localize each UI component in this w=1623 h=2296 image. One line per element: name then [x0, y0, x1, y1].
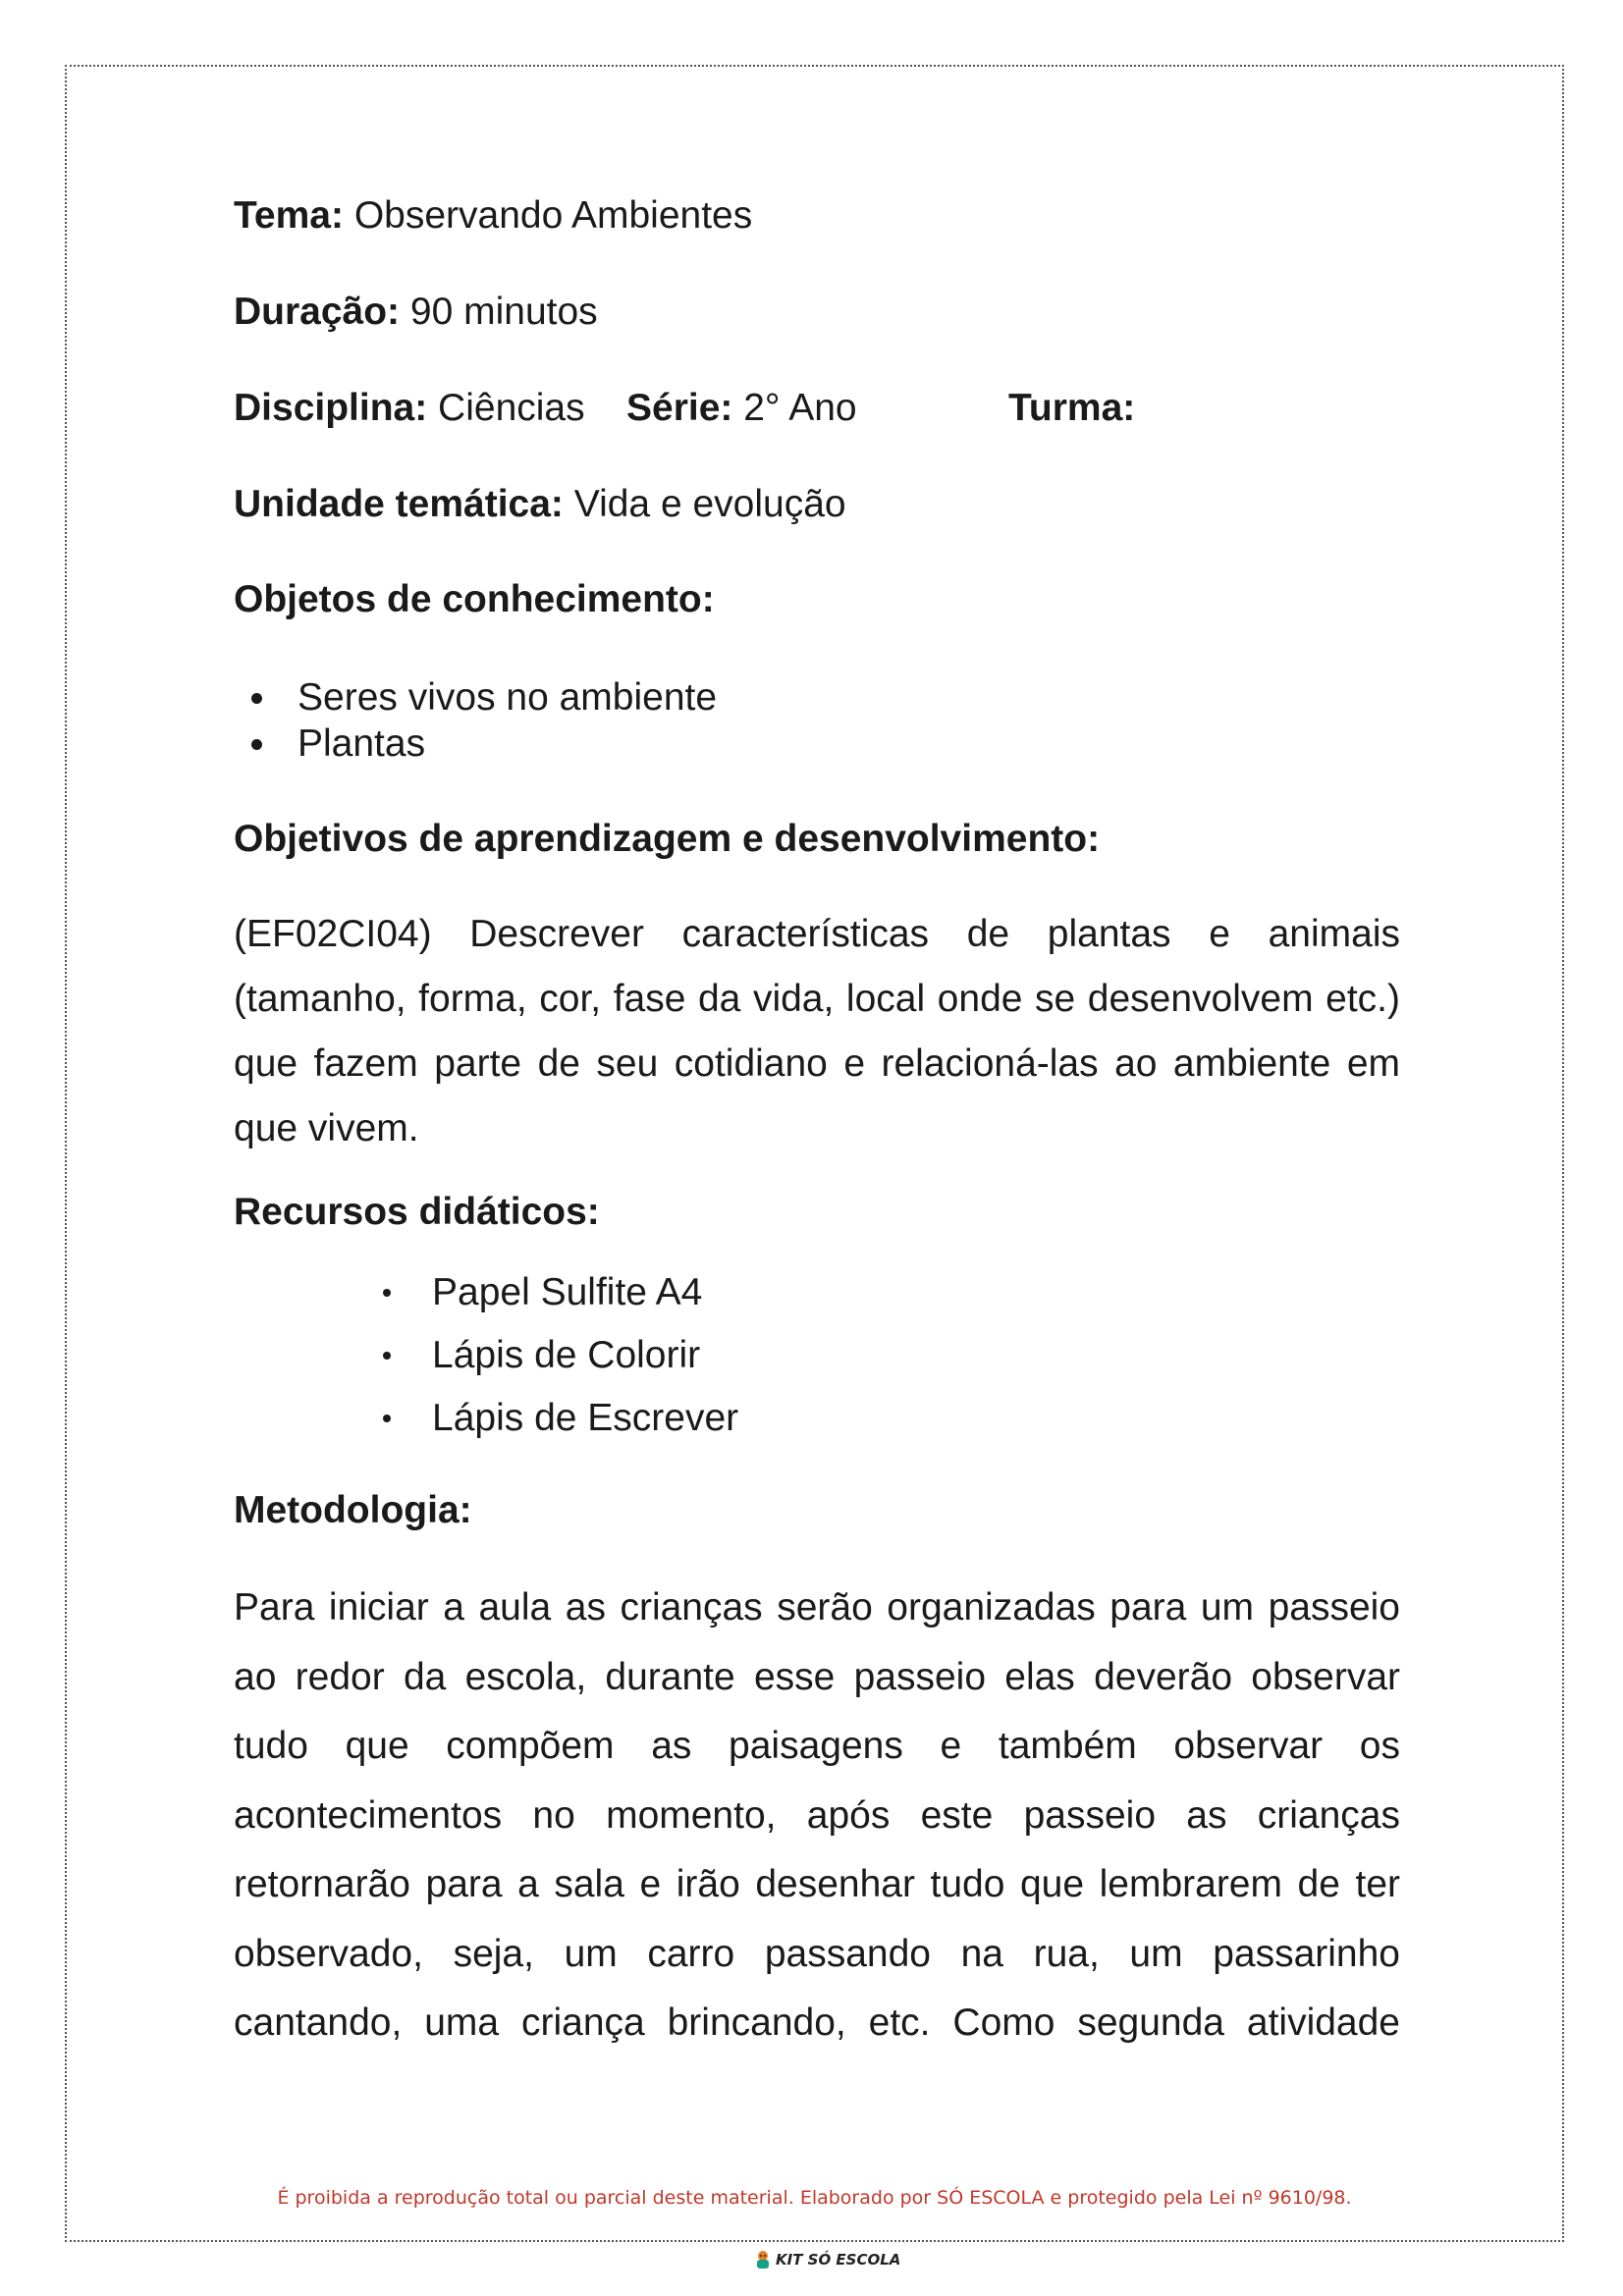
paragraph-line: que fazem parte de seu cotidiano e relacioná-las ao ambiente em [234, 1042, 1400, 1085]
bullet-icon [383, 1415, 391, 1422]
metodologia-heading: Metodologia: [234, 1489, 472, 1531]
field-disciplina [234, 387, 585, 429]
recursos-heading: Recursos didáticos: [234, 1191, 600, 1233]
list-item [234, 721, 1400, 767]
paragraph-line: ao redor da escola, durante esse passeio elas deverão observar [234, 1655, 1400, 1698]
field-serie [626, 385, 857, 432]
list-item [234, 1324, 1400, 1387]
paragraph-line: (EF02CI04) Descrever características de plantas e animais [234, 913, 1400, 955]
copyright-notice: É proibida a reprodução total ou parcial deste material. Elaborado por SÓ ESCOLA e protegido pela Lei nº 9610/98. [277, 2187, 1352, 2209]
serie-value: 2° Ano [732, 387, 857, 429]
paragraph-line: tudo que compõem as paisagens e também observar os [234, 1725, 1400, 1767]
paragraph-line: Para iniciar a aula as crianças serão organizadas para um passeio [234, 1586, 1400, 1629]
metodologia-paragraph [234, 1574, 1400, 2058]
paragraph-line: cantando, uma criança brincando, etc. Como segunda atividade [234, 2002, 1400, 2044]
recurso-text: Papel Sulfite A4 [432, 1271, 703, 1313]
bullet-icon [251, 739, 262, 750]
tema-label: Tema: [234, 194, 344, 237]
bullet-icon [383, 1289, 391, 1297]
paragraph-line: acontecimentos no momento, após este passeio as crianças [234, 1793, 1400, 1837]
objeto-text: Plantas [298, 722, 426, 765]
paragraph-line: retornarão para a sala e irão desenhar tudo que lembrarem de ter [234, 1863, 1400, 1905]
recurso-text: Lápis de Colorir [432, 1334, 701, 1376]
field-turma [1008, 385, 1135, 432]
tema-value: Observando Ambientes [343, 194, 753, 237]
objetivos-heading: Objetivos de aprendizagem e desenvolvimento: [234, 818, 1101, 860]
list-item [234, 1387, 1400, 1450]
turma-label: Turma: [1008, 387, 1136, 429]
unidade-value: Vida e evolução [563, 483, 846, 525]
objetivos-paragraph [234, 902, 1400, 1161]
objeto-text: Seres vivos no ambiente [298, 676, 718, 719]
objetos-heading: Objetos de conhecimento: [234, 578, 715, 620]
school-mascot-icon [754, 2250, 772, 2269]
paragraph-line: observado, seja, um carro passando na rua, um passarinho [234, 1932, 1400, 1975]
duracao-value: 90 minutos [400, 291, 598, 333]
field-unidade [234, 481, 1400, 528]
list-item [234, 674, 1400, 721]
paragraph-line: que vivem. [234, 1107, 419, 1149]
list-item [234, 1261, 1400, 1324]
duracao-label: Duração: [234, 291, 401, 333]
recurso-text: Lápis de Escrever [432, 1397, 739, 1439]
paragraph-line: (tamanho, forma, cor, fase da vida, local onde se desenvolvem etc.) [234, 978, 1400, 1020]
objetos-list [234, 674, 1400, 767]
recursos-list [234, 1261, 1400, 1450]
brand-logo [754, 2248, 900, 2271]
bullet-icon [251, 693, 262, 704]
field-tema [234, 192, 1400, 240]
serie-label: Série: [626, 387, 733, 429]
logo-text: KIT SÓ ESCOLA [776, 2251, 901, 2269]
disciplina-value: Ciências [427, 387, 585, 429]
bullet-icon [383, 1352, 391, 1360]
disciplina-label: Disciplina: [234, 387, 428, 429]
lesson-plan [234, 192, 1400, 2058]
field-duracao [234, 289, 1400, 336]
unidade-label: Unidade temática: [234, 483, 564, 525]
field-row-disciplina [234, 385, 1400, 432]
